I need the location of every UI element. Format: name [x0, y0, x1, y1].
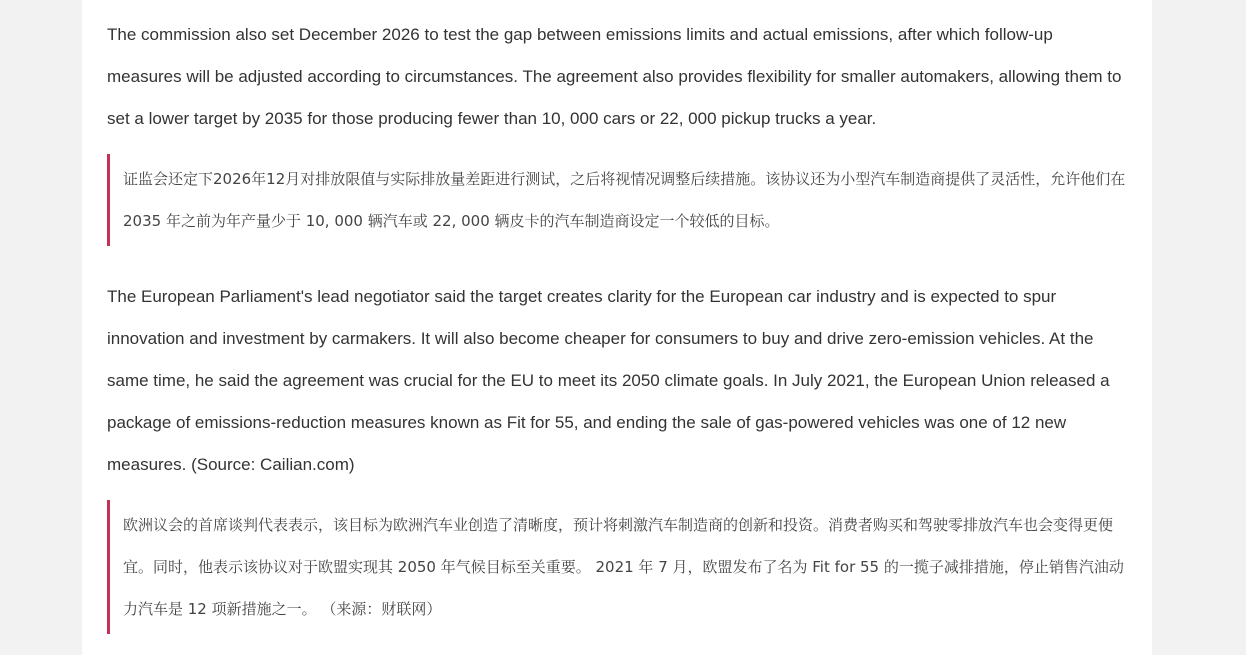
chinese-translation-quote	[107, 154, 1132, 246]
article-body	[107, 14, 1132, 634]
chinese-translation-quote	[107, 500, 1132, 634]
paragraph-spacer	[107, 246, 1132, 276]
chinese-paragraph: 欧洲议会的首席谈判代表表示，该目标为欧洲汽车业创造了清晰度，预计将刺激汽车制造商的创新和投资。消费者购买和驾驶零排放汽车也会变得更便宜。同时，他表示该协议对于欧盟实现其 2050 年气候目标至关重要。 2021 年 7 月，欧盟发布了名为 Fit for 55 的一揽子减排措施，停止销售汽油动力汽车是 12 项新措施之一。 （来源：财联网）	[123, 516, 1124, 618]
english-paragraph: The European Parliament's lead negotiator said the target creates clarity for the European car industry and is expected to spur innovation and investment by carmakers. It will also become cheaper for consumers to buy and drive zero-emission vehicles. At the same time, he said the agreement was crucial for the EU to meet its 2050 climate goals. In July 2021, the European Union released a package of emissions-reduction measures known as Fit for 55, and ending the sale of gas-powered vehicles was one of 12 new measures. (Source: Cailian.com)	[107, 287, 1110, 474]
article-page	[82, 0, 1152, 655]
english-paragraph: The commission also set December 2026 to test the gap between emissions limits and actual emissions, after which follow-up measures will be adjusted according to circumstances. The agreement also provides flexibility for smaller automakers, allowing them to set a lower target by 2035 for those producing fewer than 10, 000 cars or 22, 000 pickup trucks a year.	[107, 25, 1122, 128]
chinese-paragraph: 证监会还定下2026年12月对排放限值与实际排放量差距进行测试，之后将视情况调整后续措施。该协议还为小型汽车制造商提供了灵活性，允许他们在 2035 年之前为年产量少于 10, 000 辆汽车或 22, 000 辆皮卡的汽车制造商设定一个较低的目标。	[123, 170, 1126, 230]
